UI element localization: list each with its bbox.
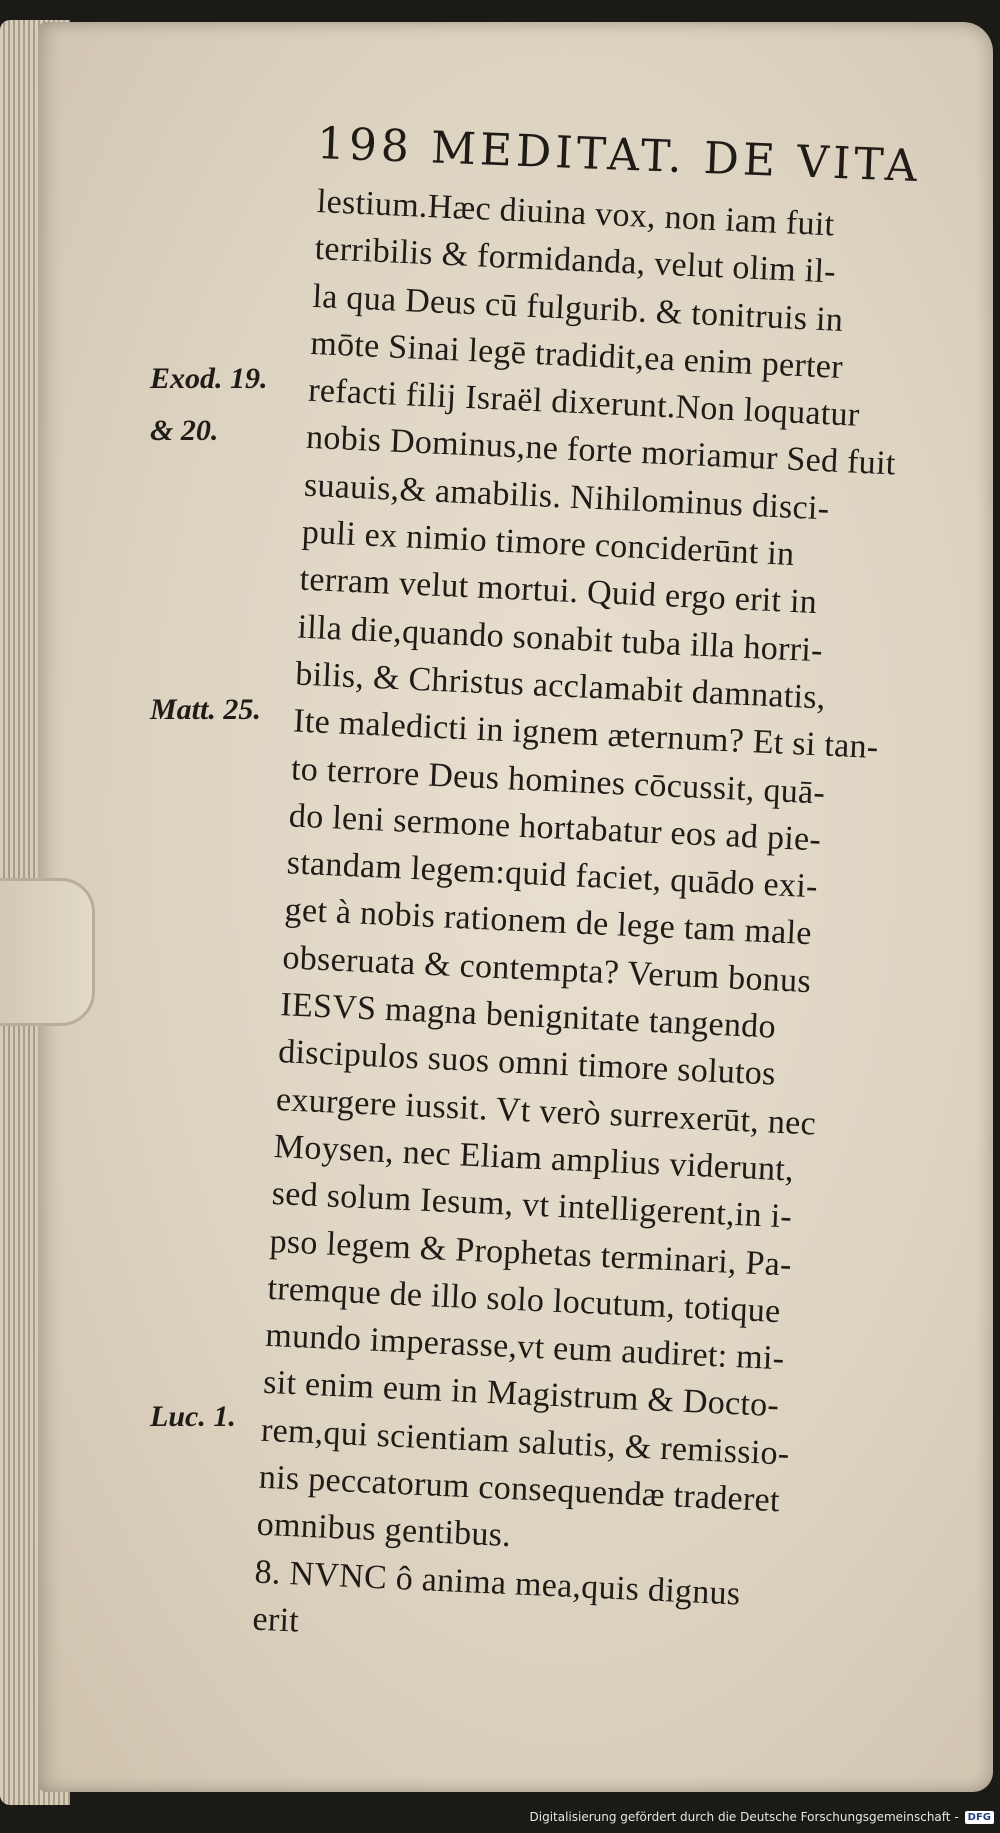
margin-note-exodus-20: & 20. (150, 414, 219, 447)
text-line: erit (251, 1600, 300, 1640)
text-line: do leni sermone hortabatur eos ad pie- (288, 797, 822, 859)
text-line: refacti filij Israël dixerunt.Non loquatur (307, 371, 861, 434)
text-line: IESVS magna benignitate tangendo (279, 986, 777, 1046)
margin-note-matthew: Matt. 25. (150, 693, 261, 726)
text-line: nobis Dominus,ne forte moriamur Sed fuit (305, 419, 897, 483)
margin-note-exodus: Exod. 19. (150, 362, 268, 395)
text-line: mundo imperasse,vt eum audiret: mi- (264, 1316, 786, 1378)
margin-note-luke: Luc. 1. (150, 1400, 236, 1433)
text-line: terribilis & formidanda, velut olim il- (313, 230, 837, 291)
text-line: pso legem & Prophetas terminari, Pa- (268, 1222, 793, 1284)
digitization-credit (530, 1807, 995, 1827)
body-text (251, 178, 967, 1672)
text-line: puli ex nimio timore conciderūnt in (301, 513, 796, 574)
text-line: illa die,quando sonabit tuba illa horri- (296, 608, 824, 670)
text-line: Moysen, nec Eliam amplius viderunt, (273, 1127, 795, 1189)
text-line: to terrore Deus homines cōcussit, quā- (290, 749, 826, 812)
text-line: mōte Sinai legē tradidit,ea enim perter (309, 324, 844, 386)
text-line: nis peccatorum consequendæ traderet (258, 1458, 781, 1520)
text-line: omnibus gentibus. (256, 1505, 512, 1555)
text-line: lestium.Hæc diuina vox, non iam fuit (316, 182, 836, 244)
text-line: la qua Deus cū fulgurib. & tonitruis in (311, 277, 845, 339)
running-head: 198 MEDITAT. DE VITA (316, 118, 922, 193)
text-line: sit enim eum in Magistrum & Docto- (262, 1364, 780, 1425)
dfg-logo: DFG (965, 1811, 994, 1824)
text-line: Ite maledicti in ignem æternum? Et si tan- (292, 702, 880, 767)
text-line: terram velut mortui. Quid ergo erit in (298, 560, 818, 622)
text-line: discipulos suos omni timore solutos (277, 1033, 777, 1094)
text-line: get à nobis rationem de lege tam male (283, 891, 813, 953)
text-line: rem,qui scientiam salutis, & remissio- (260, 1411, 791, 1473)
credit-text: Digitalisierung gefördert durch die Deutsche Forschungsgemeinschaft - (529, 1810, 959, 1824)
text-line: obseruata & contempta? Verum bonus (281, 938, 812, 1000)
text-line: exurgere iussit. Vt verò surrexerūt, nec (275, 1080, 817, 1143)
book-clasp (0, 878, 95, 1026)
text-line: standam legem:quid faciet, quādo exi- (286, 844, 819, 906)
text-line: suauis,& amabilis. Nihilominus disci- (303, 466, 831, 528)
text-line: 8. NVNC ô anima mea,quis dignus (253, 1553, 742, 1613)
text-line: sed solum Iesum, vt intelligerent,in i- (271, 1175, 793, 1236)
text-line: bilis, & Christus acclamabit damnatis, (294, 655, 827, 717)
text-line: tremque de illo solo locutum, totique (266, 1269, 782, 1330)
